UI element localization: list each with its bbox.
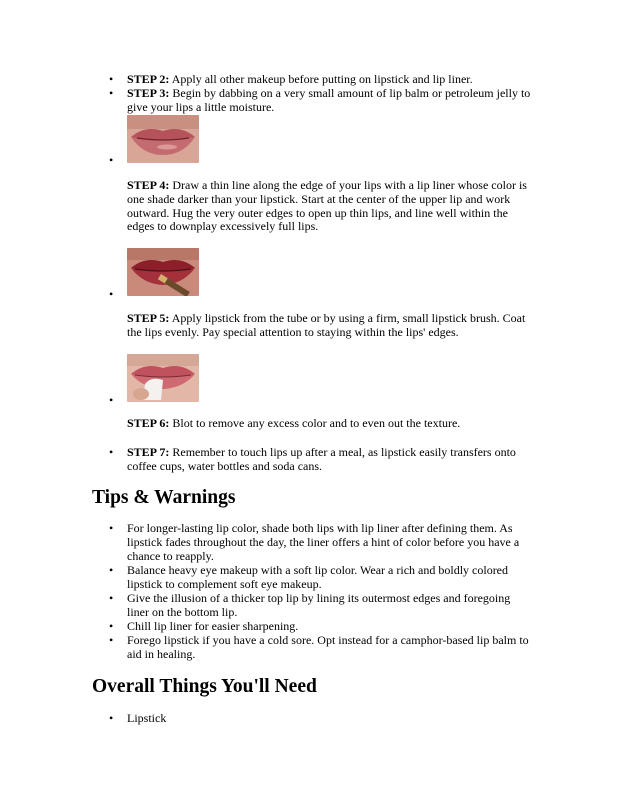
tip-item bbox=[109, 563, 532, 592]
bullet: • bbox=[109, 711, 114, 725]
bullet: • bbox=[109, 86, 114, 100]
need-text: Lipstick bbox=[127, 711, 167, 725]
bullet: • bbox=[109, 563, 114, 577]
step-4-text: Draw a thin line along the edge of your lips with a lip liner whose color is one shade darker than your lipstick. Start at the center of the upper lip and work outward. Hug the very outer edges to open up thin lips, and line well within the edges to downplay excessively full lips. bbox=[127, 178, 527, 234]
tips-heading: Tips & Warnings bbox=[92, 487, 236, 508]
tip-text: Give the illusion of a thicker top lip by lining its outermost edges and foregoing liner on the bottom lip. bbox=[127, 591, 511, 619]
step-3-text: Begin by dabbing on a very small amount of lip balm or petroleum jelly to give your lips a little moisture. bbox=[127, 86, 531, 114]
step-7-item bbox=[109, 445, 532, 474]
step-6-label: STEP 6: bbox=[127, 416, 170, 430]
step-3-item bbox=[109, 86, 532, 115]
tip-text: For longer-lasting lip color, shade both lips with lip liner after defining them. As lipstick fades throughout the day, the liner offers a hint of color before you have a chance to reapply. bbox=[127, 521, 520, 563]
bullet: • bbox=[109, 633, 114, 647]
tip-text: Balance heavy eye makeup with a soft lip color. Wear a rich and boldly colored lipstick to complement soft eye makeup. bbox=[127, 563, 509, 591]
step-5-label: STEP 5: bbox=[127, 311, 170, 325]
step-5-text: Apply lipstick from the tube or by using a firm, small lipstick brush. Coat the lips evenly. Pay special attention to staying within the lips' edges. bbox=[127, 311, 526, 339]
need-item bbox=[109, 711, 532, 726]
tip-item bbox=[109, 591, 532, 620]
tip-text: Chill lip liner for easier sharpening. bbox=[127, 619, 299, 633]
bullet: • bbox=[109, 393, 114, 407]
tip-text: Forego lipstick if you have a cold sore. Opt instead for a camphor-based lip balm to aid in healing. bbox=[127, 633, 529, 661]
blot-tissue-photo bbox=[127, 354, 199, 402]
step-4-item bbox=[127, 179, 532, 234]
bullet: • bbox=[109, 445, 114, 459]
tip-item bbox=[109, 521, 532, 563]
bullet: • bbox=[109, 619, 114, 633]
step-2-label: STEP 2: bbox=[127, 72, 170, 86]
lip-liner-photo bbox=[127, 248, 199, 296]
bullet: • bbox=[109, 72, 114, 86]
bullet: • bbox=[109, 521, 114, 535]
step-4-label: STEP 4: bbox=[127, 178, 170, 192]
step-5-item bbox=[127, 312, 532, 340]
bullet: • bbox=[109, 153, 114, 167]
step-7-label: STEP 7: bbox=[127, 445, 170, 459]
step-6-item bbox=[127, 417, 532, 431]
bullet: • bbox=[109, 287, 114, 301]
step-3-label: STEP 3: bbox=[127, 86, 170, 100]
step-2-item bbox=[109, 72, 532, 87]
step-7-text: Remember to touch lips up after a meal, as lipstick easily transfers onto coffee cups, water bottles and soda cans. bbox=[127, 445, 516, 473]
step-6-text: Blot to remove any excess color and to even out the texture. bbox=[169, 416, 461, 430]
needs-heading: Overall Things You'll Need bbox=[92, 676, 317, 697]
lip-balm-photo bbox=[127, 115, 199, 163]
tip-item bbox=[109, 633, 532, 662]
step-2-text: Apply all other makeup before putting on lipstick and lip liner. bbox=[169, 72, 473, 86]
bullet: • bbox=[109, 591, 114, 605]
tip-item bbox=[109, 619, 532, 634]
